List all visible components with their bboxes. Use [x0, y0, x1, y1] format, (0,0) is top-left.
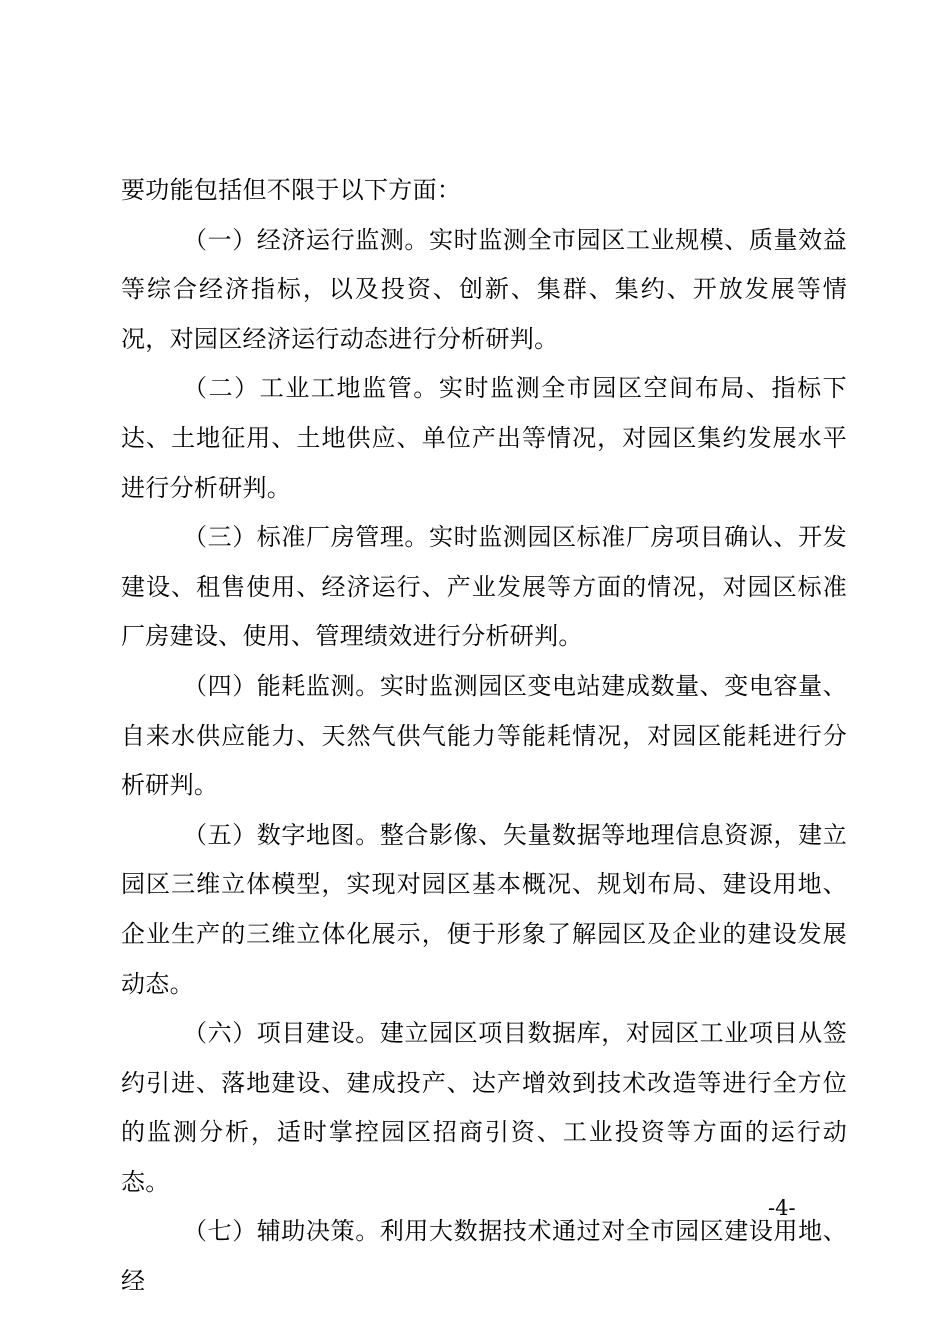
paragraph-digital-map: （五）数字地图。整合影像、矢量数据等地理信息资源，建立园区三维立体模型，实现对园区基本概况、规划布局、建设用地、企业生产的三维立体化展示，便于形象了解园区及企业的建设发展动态。 [121, 820, 847, 998]
paragraph-industrial-land: （二）工业工地监管。实时监测全市园区空间布局、指标下达、土地征用、土地供应、单位产出等情况，对园区集约发展水平进行分析研判。 [121, 374, 847, 502]
paragraph-economic-monitoring: （一）经济运行监测。实时监测全市园区工业规模、质量效益等综合经济指标，以及投资、创新、集群、集约、开放发展等情况，对园区经济运行动态进行分析研判。 [121, 225, 847, 353]
paragraph-energy-monitoring: （四）能耗监测。实时监测园区变电站建成数量、变电容量、自来水供应能力、天然气供气能力等能耗情况，对园区能耗进行分析研判。 [121, 671, 847, 800]
paragraph-decision-support: （七）辅助决策。利用大数据技术通过对全市园区建设用地、经 [121, 1217, 847, 1296]
paragraph-project-construction: （六）项目建设。建立园区项目数据库，对园区工业项目从签约引进、落地建设、建成投产、达产增效到技术改造等进行全方位的监测分析，适时掌控园区招商引资、工业投资等方面的运行动态。 [121, 1019, 847, 1196]
body-text [121, 166, 847, 1307]
page-number: -4- [768, 1196, 796, 1220]
paragraph-standard-factory: （三）标准厂房管理。实时监测园区标准厂房项目确认、开发建设、租售使用、经济运行、产业发展等方面的情况，对园区标准厂房建设、使用、管理绩效进行分析研判。 [121, 523, 847, 651]
paragraph-continuation: 要功能包括但不限于以下方面： [121, 176, 462, 204]
